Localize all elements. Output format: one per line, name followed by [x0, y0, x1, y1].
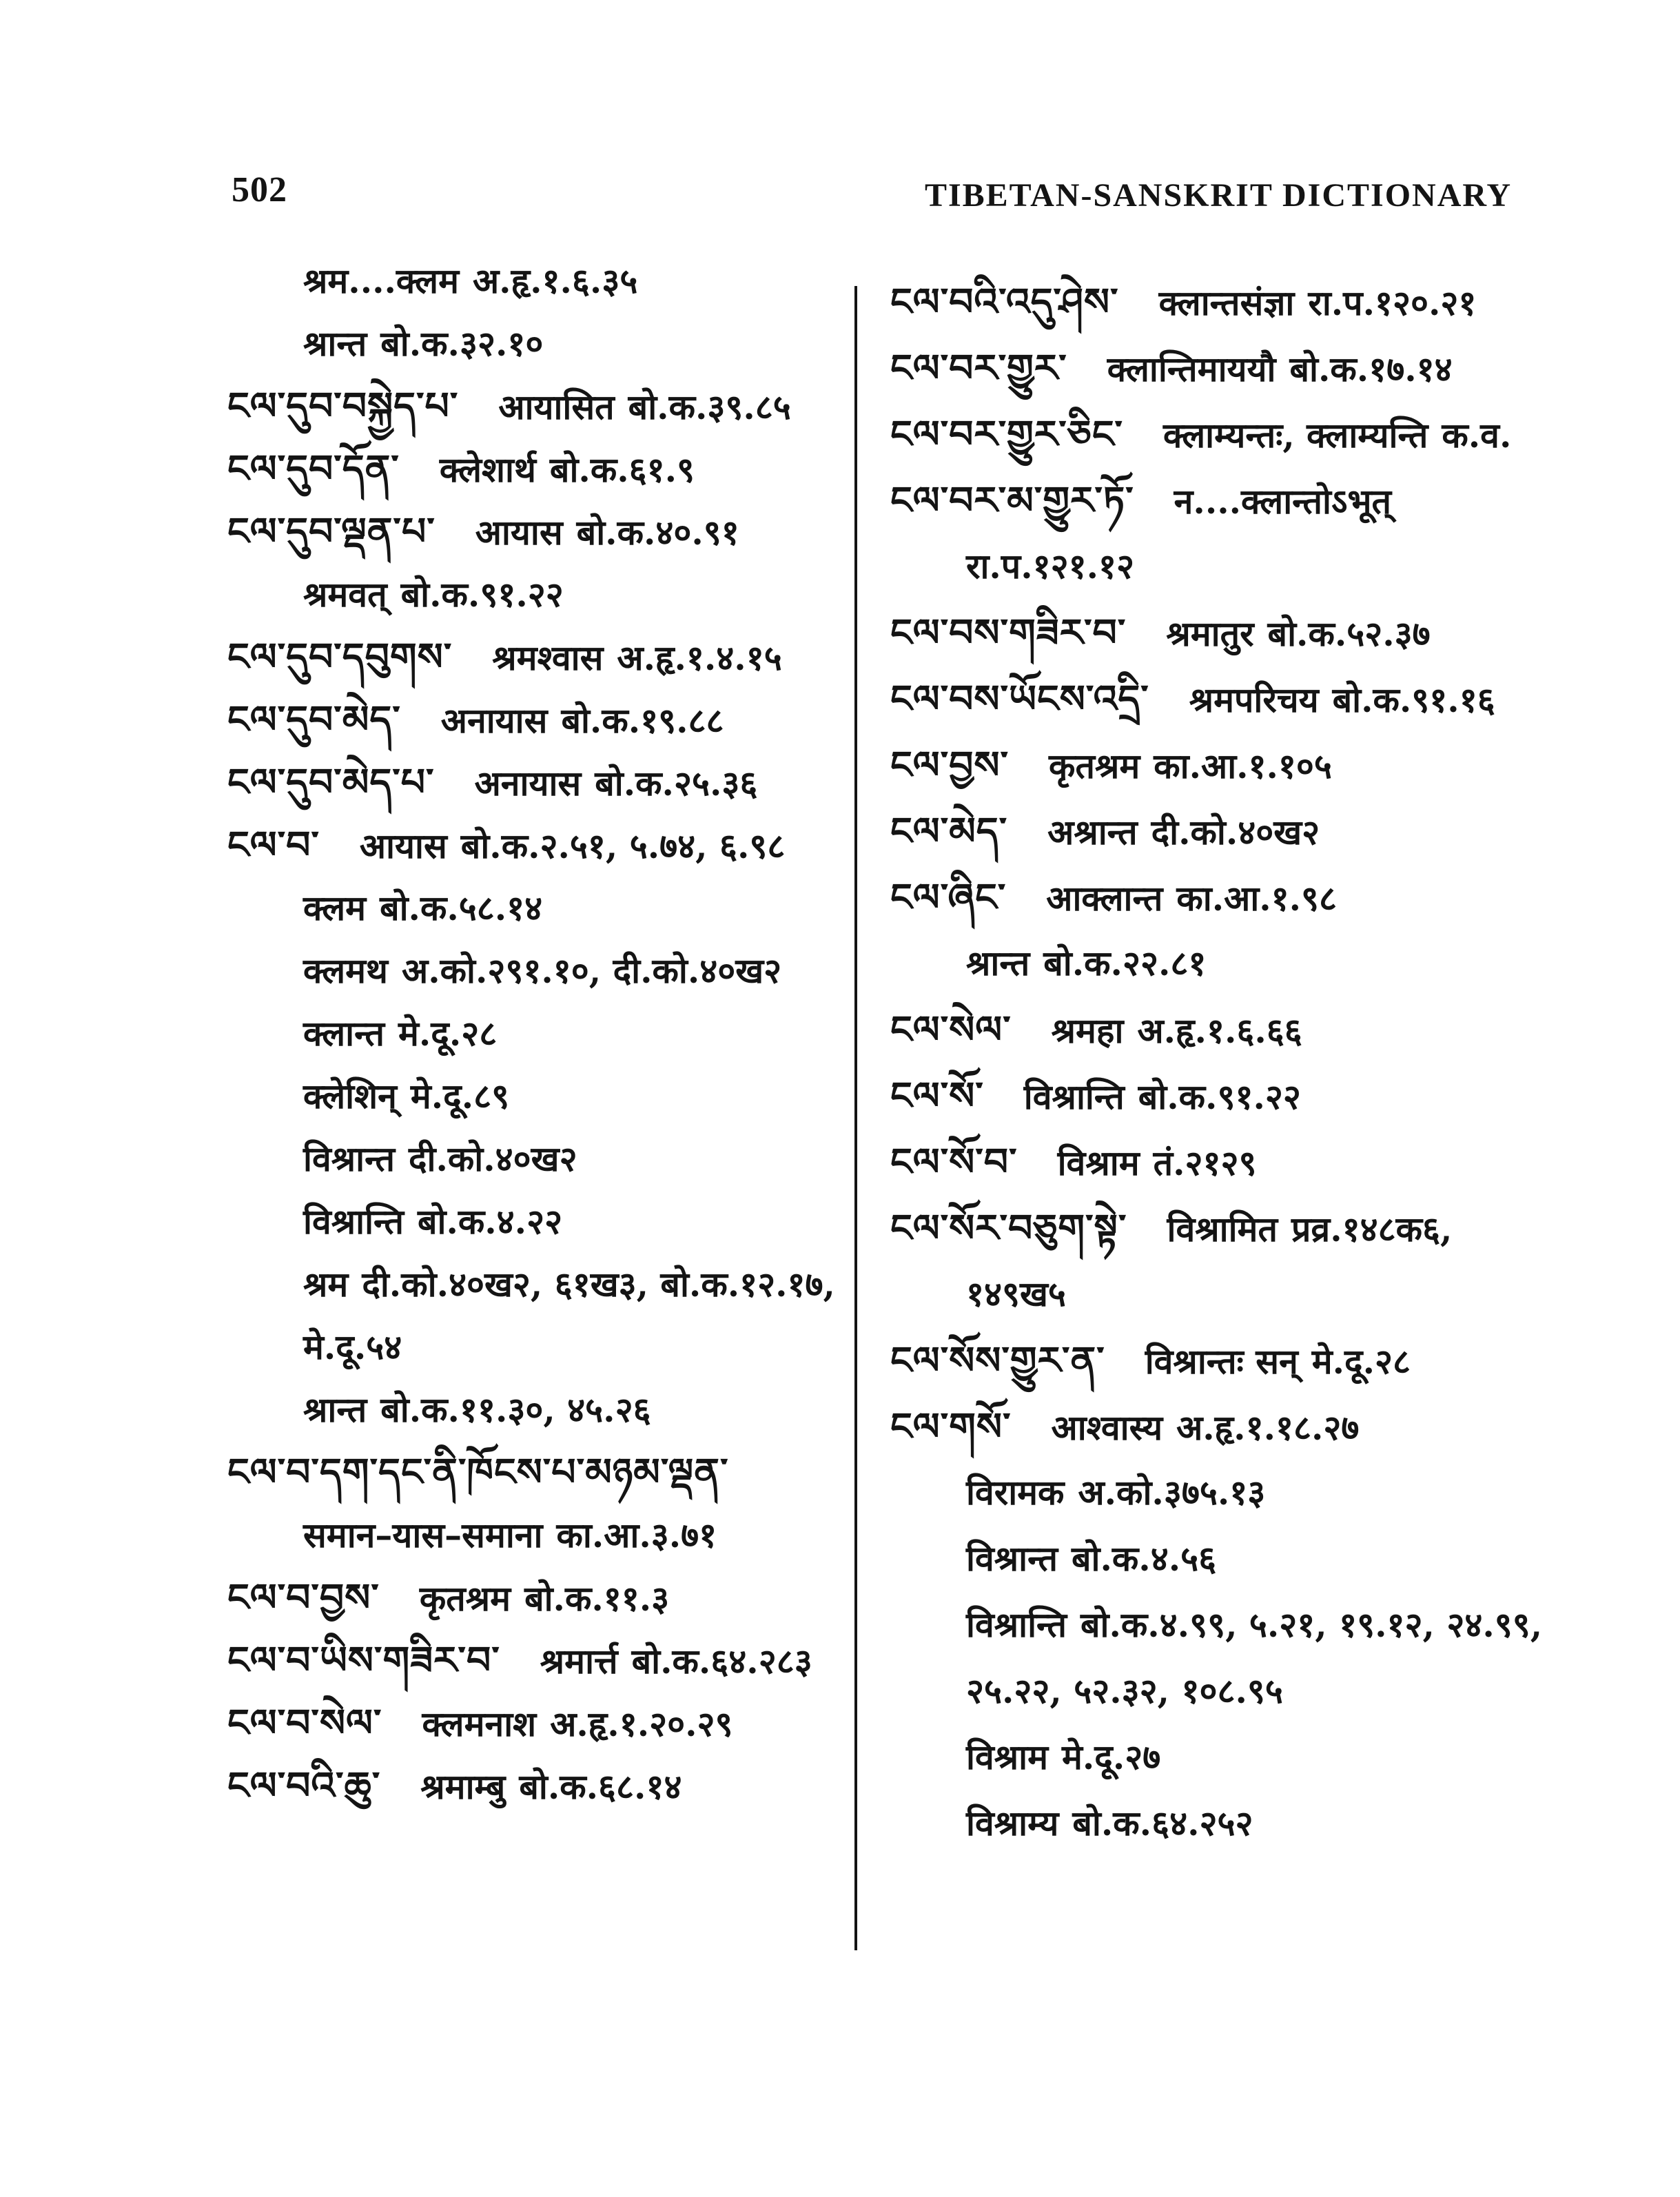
- dictionary-entry-line: [227, 563, 848, 626]
- sanskrit-gloss: विश्रान्त: [966, 1538, 1058, 1579]
- sanskrit-gloss: आक्लान्त: [1046, 878, 1163, 919]
- sanskrit-gloss: क्लान्तिमाययौ: [1107, 349, 1276, 389]
- source-reference: बो.क.४.२२: [417, 1201, 563, 1242]
- dictionary-entry-line: [890, 930, 1676, 997]
- dictionary-entry-line: [227, 1566, 848, 1629]
- sanskrit-gloss: क्लमनाश: [422, 1704, 537, 1744]
- sanskrit-gloss: कृतश्रम: [419, 1578, 511, 1619]
- dictionary-entry-line: [890, 1526, 1676, 1592]
- source-reference: बो.क.४०.९१: [576, 512, 739, 553]
- source-reference: अ.हृ.१.१८.२७: [1176, 1407, 1360, 1448]
- source-reference: अ.हृ.१.६.३५: [472, 260, 638, 301]
- sanskrit-gloss: क्लेशार्थ: [439, 449, 536, 490]
- sanskrit-gloss: क्लेशिन्: [303, 1076, 397, 1116]
- sanskrit-gloss: क्लान्त: [303, 1013, 385, 1054]
- sanskrit-gloss: अश्रान्त: [1047, 812, 1138, 852]
- tibetan-headword: ངལ་བ་དག་དང་ནི་ཁོངས་པ་མཉམ་ལྡན་: [227, 1450, 729, 1494]
- sanskrit-gloss: श्रमहा: [1051, 1010, 1124, 1051]
- dictionary-entry-line: [227, 877, 848, 939]
- sanskrit-gloss: श्रम....क्लम: [303, 260, 459, 301]
- sanskrit-gloss: श्रान्त: [966, 943, 1030, 983]
- tibetan-headword: ངལ་བའི་འདུ་ཤེས་: [890, 280, 1119, 324]
- dictionary-entry-line: [890, 533, 1676, 600]
- source-reference: बो.क.२.५१, ५.७४, ६.९८: [460, 826, 786, 866]
- dictionary-entry-line: [890, 864, 1676, 930]
- dictionary-entry-line: [227, 939, 848, 1002]
- source-reference: मे.दू.२८: [1311, 1341, 1411, 1382]
- source-reference: बो.क.९१.१६: [1332, 679, 1495, 720]
- tibetan-headword: ངལ་བ་སེལ་: [227, 1701, 382, 1745]
- source-reference: रा.प.१२१.१२: [966, 546, 1135, 586]
- source-reference: बो.क.६८.१४: [519, 1766, 682, 1807]
- sanskrit-gloss: विश्राम: [966, 1737, 1048, 1777]
- sanskrit-gloss: विश्राम्य: [966, 1803, 1059, 1843]
- sanskrit-gloss: अनायास: [474, 763, 582, 804]
- sanskrit-gloss: समान–यास–समाना: [303, 1515, 543, 1555]
- dictionary-entry-line: [227, 375, 848, 438]
- tibetan-headword: ངལ་ཞིང་: [890, 875, 1007, 919]
- left-column: [227, 249, 848, 1817]
- header-title: TIBETAN-SANSKRIT DICTIONARY: [924, 177, 1512, 214]
- source-reference: बो.क.१९.८८: [561, 700, 724, 741]
- dictionary-entry-line: [227, 1629, 848, 1692]
- source-reference: रा.प.१२०.२१: [1308, 283, 1477, 323]
- source-reference: क.व.: [1442, 415, 1512, 456]
- source-reference: अ.को.३७५.१३: [1078, 1472, 1266, 1513]
- source-reference: बो.क.५२.३७: [1267, 613, 1431, 654]
- source-reference: बो.क.५८.१४: [380, 888, 543, 928]
- dictionary-entry-line: [227, 751, 848, 814]
- sanskrit-gloss: न....क्लान्तोऽभूत्: [1174, 481, 1392, 522]
- source-reference: बो.क.३९.८५: [628, 387, 791, 427]
- dictionary-entry-line: [890, 997, 1676, 1063]
- source-reference: मे.दू.८९: [410, 1076, 510, 1116]
- tibetan-headword: ངལ་སོས་གྱུར་ན་: [890, 1338, 1105, 1382]
- source-reference: का.आ.१.१०५: [1154, 746, 1332, 786]
- tibetan-headword: ངལ་བྱས་: [890, 743, 1010, 787]
- tibetan-headword: ངལ་བ་: [227, 823, 320, 867]
- sanskrit-gloss: श्रान्त: [303, 323, 367, 364]
- dictionary-entry-line: [227, 1002, 848, 1065]
- source-reference: बो.क.९१.२२: [1138, 1076, 1301, 1117]
- tibetan-headword: ངལ་བས་ཡོངས་འདྲི་: [890, 677, 1149, 721]
- sanskrit-gloss: विश्रान्त: [303, 1138, 395, 1179]
- dictionary-entry-line: [890, 269, 1676, 335]
- dictionary-entry-line: [890, 1658, 1676, 1724]
- source-reference: बो.क.१७.१४: [1289, 349, 1453, 389]
- dictionary-entry-line: [227, 1441, 848, 1504]
- dictionary-entry-line: [227, 1755, 848, 1817]
- source-reference: अ.को.२९१.१०, दी.को.४०ख२: [402, 950, 782, 991]
- tibetan-headword: ངལ་བར་གྱུར་: [890, 346, 1067, 390]
- source-reference: प्रव्र.१४८क६,: [1291, 1209, 1453, 1249]
- source-reference: बो.क.९१.२२: [400, 574, 564, 615]
- tibetan-headword: ངལ་དུབ་དོན་: [227, 447, 400, 491]
- dictionary-entry-line: [890, 1724, 1676, 1790]
- dictionary-entry-line: [227, 438, 848, 500]
- source-reference: दी.को.४०ख२: [409, 1138, 577, 1179]
- tibetan-headword: ངལ་བར་གྱུར་ཅིང་: [890, 412, 1123, 456]
- source-reference: अ.हृ.१.६.६६: [1137, 1010, 1302, 1051]
- dictionary-entry-line: [890, 666, 1676, 732]
- dictionary-entry-line: [890, 1063, 1676, 1129]
- source-reference: दी.को.४०ख२: [1151, 812, 1320, 852]
- sanskrit-gloss: आयास: [475, 512, 563, 553]
- tibetan-headword: ངལ་བར་མ་གྱུར་ཏོ་: [890, 478, 1134, 522]
- sanskrit-gloss: विश्रान्ति: [303, 1201, 404, 1242]
- sanskrit-gloss: आयास: [359, 826, 447, 866]
- dictionary-entry-line: [890, 1460, 1676, 1526]
- tibetan-headword: ངལ་གསོ་: [890, 1404, 1012, 1449]
- dictionary-entry-line: [227, 814, 848, 877]
- source-reference: बो.क.३२.१०: [380, 323, 544, 364]
- source-reference: बो.क.४.५६: [1072, 1538, 1217, 1579]
- dictionary-entry-line: [227, 500, 848, 563]
- dictionary-entry-line: [227, 1127, 848, 1190]
- source-reference: २५.२२, ५२.३२, १०८.९५: [966, 1670, 1283, 1711]
- dictionary-entry-line: [890, 1261, 1676, 1327]
- dictionary-entry-line: [890, 1129, 1676, 1195]
- dictionary-entry-line: [890, 732, 1676, 798]
- source-reference: बो.क.११.३०, ४५.२६: [380, 1389, 651, 1430]
- tibetan-headword: ངལ་བས་གཟིར་བ་: [890, 611, 1127, 655]
- tibetan-headword: ངལ་དུབ་དབུགས་: [227, 635, 453, 679]
- source-reference: मे.दू.५४: [303, 1327, 402, 1367]
- tibetan-headword: ངལ་བ་ཡིས་གཟིར་བ་: [227, 1638, 500, 1682]
- sanskrit-gloss: विश्रामित: [1167, 1209, 1278, 1249]
- tibetan-headword: ངལ་སེལ་: [890, 1008, 1012, 1052]
- source-reference: बो.क.४.९९, ५.२१, १९.१२, २४.९९,: [1080, 1604, 1543, 1645]
- dictionary-entry-line: [890, 1195, 1676, 1261]
- source-reference: मे.दू.२८: [398, 1013, 498, 1054]
- sanskrit-gloss: क्लम: [303, 888, 367, 928]
- dictionary-entry-line: [890, 335, 1676, 401]
- source-reference: का.आ.३.७१: [556, 1515, 717, 1555]
- dictionary-entry-line: [227, 249, 848, 312]
- sanskrit-gloss: कृतश्रम: [1049, 746, 1140, 786]
- source-reference: बो.क.६४.२५२: [1072, 1803, 1253, 1843]
- dictionary-entry-line: [890, 798, 1676, 864]
- dictionary-entry-line: [890, 1327, 1676, 1393]
- sanskrit-gloss: श्रमवत्: [303, 574, 387, 615]
- sanskrit-gloss: श्रान्त: [303, 1389, 367, 1430]
- sanskrit-gloss: आश्वास्य: [1051, 1407, 1163, 1448]
- tibetan-headword: ངལ་དུབ་ལྡན་པ་: [227, 509, 436, 553]
- dictionary-entry-line: [227, 1065, 848, 1127]
- sanskrit-gloss: विश्रान्ति: [966, 1604, 1067, 1645]
- dictionary-entry-line: [890, 1393, 1676, 1460]
- dictionary-entry-line: [227, 1316, 848, 1378]
- dictionary-entry-line: [890, 401, 1676, 467]
- dictionary-entry-line: [890, 1790, 1676, 1857]
- dictionary-entry-line: [227, 626, 848, 688]
- tibetan-headword: ངལ་བ་བྱས་: [227, 1575, 380, 1619]
- dictionary-entry-line: [227, 1378, 848, 1441]
- dictionary-entry-line: [227, 688, 848, 751]
- sanskrit-gloss: अनायास: [440, 700, 548, 741]
- sanskrit-gloss: विश्रान्ति: [1023, 1076, 1125, 1117]
- tibetan-headword: ངལ་སོ་: [890, 1074, 984, 1118]
- source-reference: अ.हृ.१.४.१५: [617, 637, 782, 678]
- sanskrit-gloss: क्लान्तसंज्ञा: [1158, 283, 1295, 323]
- source-reference: अ.हृ.१.२०.२९: [550, 1704, 733, 1744]
- tibetan-headword: ངལ་དུབ་བསྐྱེད་པ་: [227, 384, 459, 428]
- sanskrit-gloss: आयासित: [498, 387, 615, 427]
- dictionary-entry-line: [227, 1692, 848, 1755]
- column-divider-rule: [854, 286, 857, 1950]
- source-reference: बो.क.२५.३६: [595, 763, 758, 804]
- source-reference: बो.क.६१.९: [549, 449, 695, 490]
- tibetan-headword: ངལ་སོར་བཅུག་སྟེ་: [890, 1206, 1127, 1250]
- dictionary-entry-line: [890, 1592, 1676, 1658]
- source-reference: मे.दू.२७: [1062, 1737, 1161, 1777]
- tibetan-headword: ངལ་དུབ་མེད་པ་: [227, 760, 435, 804]
- source-reference: १४९ख५: [966, 1274, 1066, 1314]
- tibetan-headword: ངལ་དུབ་མེད་: [227, 697, 401, 742]
- sanskrit-gloss: श्रमपरिचय: [1189, 679, 1319, 720]
- source-reference: दी.को.४०ख२, ६१ख३, बो.क.१२.१७,: [362, 1264, 835, 1305]
- sanskrit-gloss: क्लमथ: [303, 950, 388, 991]
- dictionary-entry-line: [890, 600, 1676, 666]
- dictionary-entry-line: [227, 1190, 848, 1253]
- source-reference: का.आ.१.९८: [1176, 878, 1338, 919]
- sanskrit-gloss: विश्रान्तः सन्: [1145, 1341, 1298, 1382]
- dictionary-entry-line: [227, 1253, 848, 1316]
- tibetan-headword: ངལ་སོ་བ་: [890, 1140, 1018, 1184]
- sanskrit-gloss: श्रमार्त्त: [540, 1641, 618, 1682]
- page-number: 502: [232, 170, 287, 210]
- source-reference: बो.क.६४.२८३: [631, 1641, 812, 1682]
- tibetan-headword: ངལ་མེད་: [890, 809, 1008, 853]
- sanskrit-gloss: श्रमातुर: [1166, 613, 1254, 654]
- sanskrit-gloss: श्रम: [303, 1264, 349, 1305]
- source-reference: बो.क.११.३: [524, 1578, 670, 1619]
- tibetan-headword: ངལ་བའི་ཆུ་: [227, 1764, 381, 1808]
- dictionary-entry-line: [227, 312, 848, 375]
- sanskrit-gloss: श्रमश्वास: [492, 637, 604, 678]
- dictionary-entry-line: [227, 1504, 848, 1566]
- sanskrit-gloss: श्रमाम्बु: [420, 1766, 506, 1807]
- sanskrit-gloss: क्लाम्यन्तः, क्लाम्यन्ति: [1163, 415, 1428, 456]
- sanskrit-gloss: विरामक: [966, 1472, 1065, 1513]
- sanskrit-gloss: विश्राम: [1057, 1143, 1140, 1183]
- source-reference: बो.क.२२.८१: [1043, 943, 1207, 983]
- right-column: [890, 269, 1676, 1857]
- source-reference: तं.२१२९: [1153, 1143, 1257, 1183]
- dictionary-entry-line: [890, 467, 1676, 533]
